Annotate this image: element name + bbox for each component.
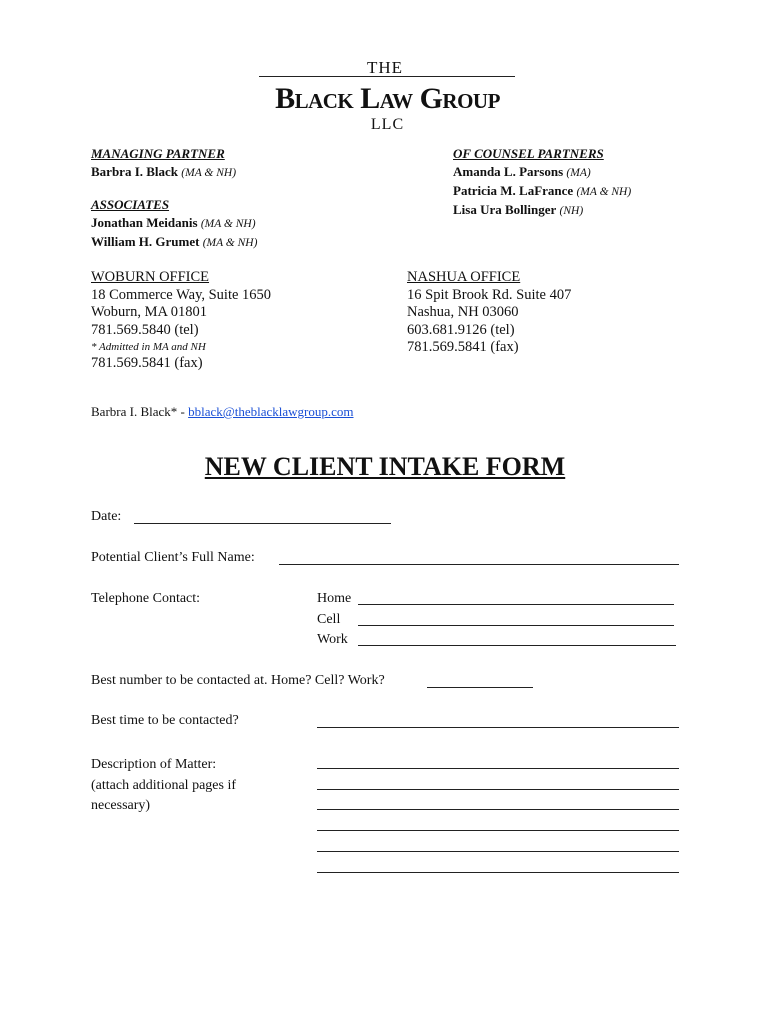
full-name-label: Potential Client’s Full Name: <box>91 550 255 565</box>
person-jurisdiction: (MA & NH) <box>181 167 237 179</box>
description-line[interactable] <box>317 830 679 831</box>
cell-phone-field[interactable] <box>358 625 674 626</box>
full-name-field[interactable] <box>279 564 679 565</box>
form-title: NEW CLIENT INTAKE FORM <box>204 452 566 481</box>
nashua-fax: 781.569.5841 (fax) <box>407 339 519 355</box>
nashua-tel: 603.681.9126 (tel) <box>407 321 515 338</box>
telephone-label: Telephone Contact: <box>91 591 201 606</box>
woburn-fax: 781.569.5841 (fax) <box>91 355 203 371</box>
managing-partner-block <box>91 145 236 182</box>
admission-note: * Admitted in MA and NH <box>91 341 206 353</box>
home-label: Home <box>317 591 352 606</box>
description-label-line2: (attach additional pages if <box>91 777 236 793</box>
woburn-address-line2: Woburn, MA 01801 <box>91 304 208 320</box>
best-number-label: Best number to be contacted at. Home? Cell? Work? <box>91 673 385 688</box>
woburn-office-block <box>91 269 271 373</box>
cell-label: Cell <box>317 612 341 627</box>
logo-the: THE <box>366 58 404 77</box>
description-line[interactable] <box>317 809 679 810</box>
best-time-field[interactable] <box>317 727 679 728</box>
description-line[interactable] <box>317 768 679 769</box>
associate-entry <box>91 214 257 233</box>
person-jurisdiction: (NH) <box>559 205 584 217</box>
description-label <box>91 755 236 817</box>
home-phone-field[interactable] <box>358 604 674 605</box>
work-phone-field[interactable] <box>358 645 676 646</box>
of-counsel-heading: OF COUNSEL PARTNERS <box>453 146 604 161</box>
managing-partner-entry <box>91 163 236 182</box>
of-counsel-block <box>453 145 631 220</box>
managing-partner-heading: MANAGING PARTNER <box>91 146 225 161</box>
nashua-office-title: NASHUA OFFICE <box>407 269 521 285</box>
person-jurisdiction: (MA & NH) <box>202 237 258 249</box>
associate-entry <box>91 233 257 252</box>
date-field[interactable] <box>134 523 391 524</box>
woburn-address-line1: 18 Commerce Way, Suite 1650 <box>91 286 272 303</box>
person-name: Patricia M. LaFrance <box>453 183 574 198</box>
description-line[interactable] <box>317 851 679 852</box>
email-link[interactable]: bblack@theblacklawgroup.com <box>188 404 354 419</box>
work-label: Work <box>317 632 348 647</box>
description-line[interactable] <box>317 872 679 873</box>
woburn-tel: 781.569.5840 (tel) <box>91 321 199 338</box>
description-line[interactable] <box>317 789 679 790</box>
person-jurisdiction: (MA & NH) <box>576 186 632 198</box>
person-name: Lisa Ura Bollinger <box>453 202 557 217</box>
associates-block <box>91 196 257 252</box>
logo-rule <box>259 76 515 77</box>
nashua-office-block <box>407 269 571 357</box>
person-name: Jonathan Meidanis <box>91 215 198 230</box>
of-counsel-entry <box>453 163 631 182</box>
person-name: Amanda L. Parsons <box>453 164 564 179</box>
woburn-office-title: WOBURN OFFICE <box>91 269 210 285</box>
contact-line <box>91 404 354 420</box>
nashua-address-line1: 16 Spit Brook Rd. Suite 407 <box>407 286 572 303</box>
of-counsel-entry <box>453 182 631 201</box>
person-jurisdiction: (MA) <box>566 167 591 179</box>
firm-logo-name: Black Law Group <box>275 82 500 115</box>
date-label: Date: <box>91 509 122 524</box>
person-name: William H. Grumet <box>91 234 200 249</box>
logo-llc: LLC <box>370 116 405 133</box>
best-number-field[interactable] <box>427 687 533 688</box>
description-label-line3: necessary) <box>91 798 151 813</box>
associates-heading: ASSOCIATES <box>91 197 170 212</box>
person-name: Barbra I. Black <box>91 164 179 179</box>
nashua-address-line2: Nashua, NH 03060 <box>407 304 519 320</box>
person-jurisdiction: (MA & NH) <box>200 218 256 230</box>
description-label-line1: Description of Matter: <box>91 757 217 772</box>
best-time-label: Best time to be contacted? <box>91 713 239 728</box>
contact-prefix: Barbra I. Black* - <box>91 404 189 419</box>
of-counsel-entry <box>453 201 631 220</box>
